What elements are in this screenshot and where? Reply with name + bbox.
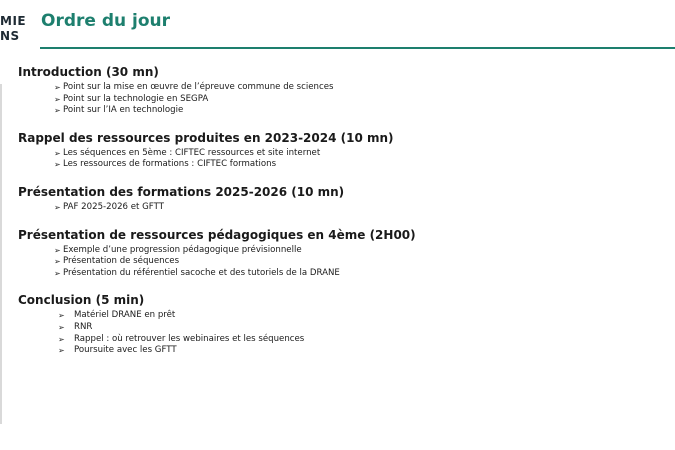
list-item-text: Présentation du référentiel sacoche et des tutoriels de la DRANE	[63, 267, 340, 278]
arrow-bullet-icon: ➢	[54, 148, 61, 158]
list-item	[58, 345, 668, 357]
list-item-text: PAF 2025-2026 et GFTT	[63, 201, 164, 212]
arrow-bullet-icon: ➢	[58, 311, 65, 321]
section-items	[18, 82, 668, 117]
list-item	[54, 94, 668, 106]
arrow-bullet-icon: ➢	[54, 83, 61, 92]
list-item	[54, 82, 668, 94]
section-heading: Rappel des ressources produites en 2023-2024 (10 mn)	[18, 130, 394, 145]
arrow-bullet-icon: ➢	[54, 257, 61, 267]
arrow-bullet-icon: ➢	[58, 322, 65, 332]
list-item	[58, 310, 668, 322]
list-item	[54, 202, 668, 214]
section-items	[18, 202, 668, 214]
list-item-text: Exemple d’une progression pédagogique prévisionnelle	[63, 244, 302, 255]
agenda	[18, 64, 668, 370]
list-item	[58, 334, 668, 346]
arrow-bullet-icon: ➢	[54, 268, 61, 278]
list-item-text: Point sur la technologie en SEGPA	[63, 93, 209, 104]
list-item-text: Les ressources de formations : CIFTEC formations	[63, 159, 277, 170]
arrow-bullet-icon: ➢	[54, 106, 61, 116]
arrow-bullet-icon: ➢	[54, 94, 61, 104]
agenda-section-ressources	[18, 227, 668, 280]
logo-line-1: MIE	[0, 14, 27, 28]
list-item-text: Rappel : où retrouver les webinaires et les séquences	[74, 333, 305, 344]
section-items	[18, 245, 668, 280]
list-item	[54, 148, 668, 160]
section-items	[18, 148, 668, 171]
list-item-text: Présentation de séquences	[63, 256, 180, 267]
list-item-text: Matériel DRANE en prêt	[74, 310, 176, 321]
arrow-bullet-icon: ➢	[54, 160, 61, 170]
agenda-section-rappel	[18, 130, 668, 171]
list-item-text: Point sur l’IA en technologie	[63, 105, 184, 116]
list-item	[54, 105, 668, 117]
section-heading: Introduction (30 mn)	[18, 65, 159, 79]
list-item-text: Poursuite avec les GFTT	[74, 345, 177, 356]
list-item-text: RNR	[74, 321, 93, 332]
list-item	[54, 245, 668, 257]
agenda-section-formations	[18, 184, 668, 214]
section-heading: Conclusion (5 min)	[18, 293, 145, 308]
arrow-bullet-icon: ➢	[54, 245, 61, 255]
logo-line-2: NS	[0, 29, 20, 43]
title-underline	[40, 47, 675, 49]
section-heading: Présentation des formations 2025-2026 (10 mn)	[18, 184, 345, 199]
arrow-bullet-icon: ➢	[58, 334, 65, 344]
list-item	[58, 322, 668, 334]
list-item	[54, 268, 668, 280]
arrow-bullet-icon: ➢	[58, 346, 65, 356]
arrow-bullet-icon: ➢	[54, 202, 61, 212]
list-item	[54, 256, 668, 268]
list-item-text: Les séquences en 5ème : CIFTEC ressources et site internet	[63, 147, 321, 158]
left-divider	[0, 84, 2, 424]
list-item-text: Point sur la mise en œuvre de l’épreuve commune de sciences	[63, 82, 334, 92]
section-heading: Présentation de ressources pédagogiques en 4ème (2H00)	[18, 227, 416, 242]
slide-title: Ordre du jour	[41, 11, 171, 31]
agenda-section-introduction	[18, 64, 668, 117]
agenda-section-conclusion	[18, 292, 668, 356]
list-item	[54, 159, 668, 171]
section-items	[18, 310, 668, 356]
logo-fragment	[0, 14, 26, 44]
